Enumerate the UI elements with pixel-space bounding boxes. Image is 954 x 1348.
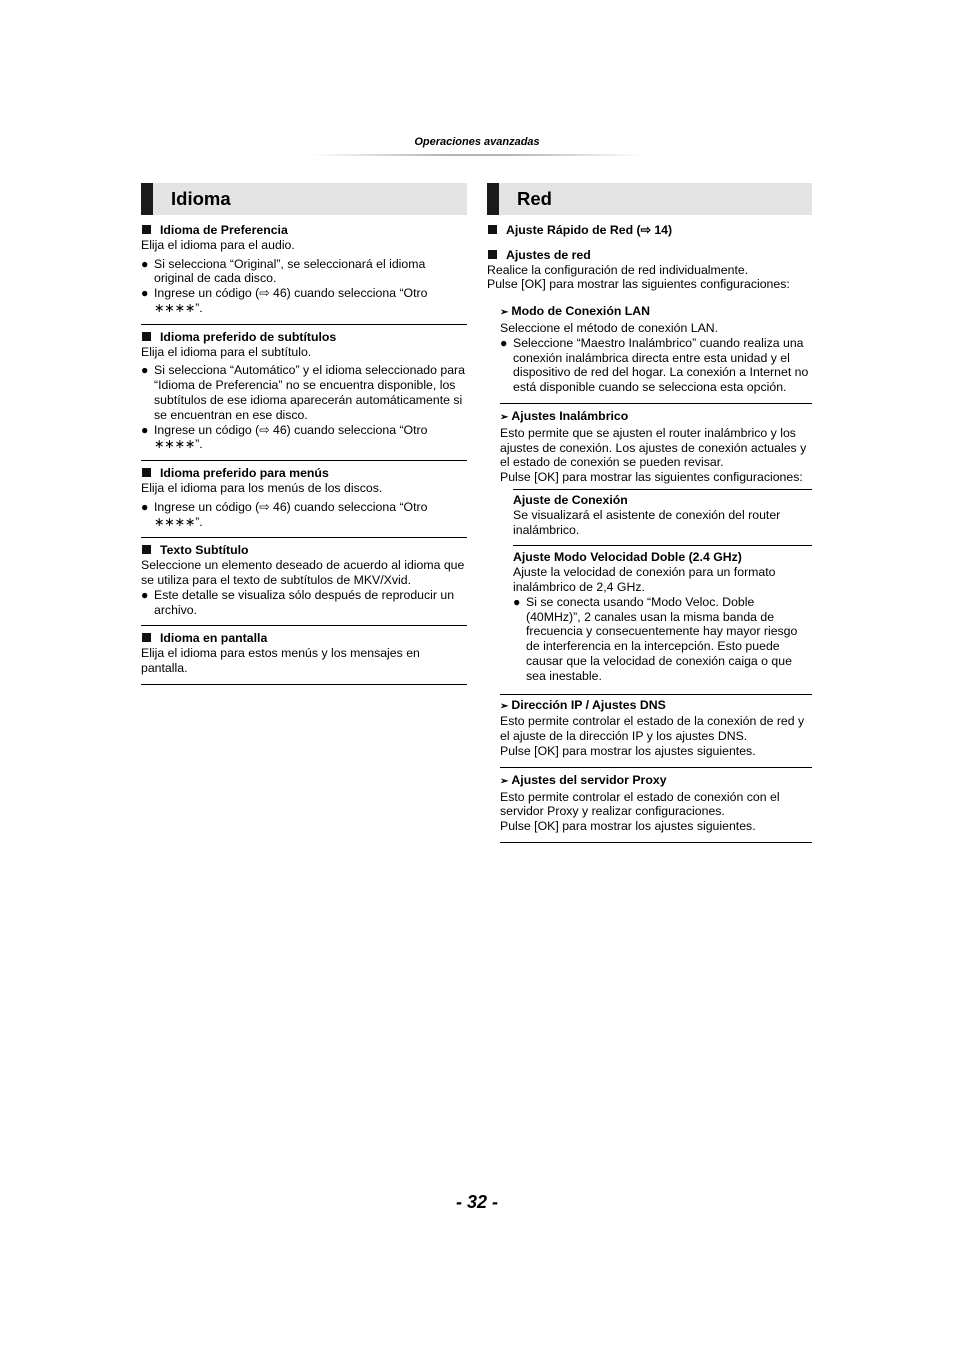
item-title: Ajuste Modo Velocidad Doble (2.4 GHz) [513, 550, 742, 565]
list-item: ● Ingrese un código (⇨ 46) cuando selecciona “Otro ∗∗∗∗”. [141, 422, 428, 452]
idioma-item-pantalla [141, 628, 467, 684]
square-bullet-icon [488, 225, 497, 234]
item-desc: Pulse [OK] para mostrar los ajustes siguientes. [500, 743, 756, 758]
page-number: - 32 - [455, 1192, 498, 1212]
square-bullet-icon [142, 225, 151, 234]
red-subitems [500, 300, 812, 843]
idioma-item-texto-subtitulo [141, 540, 467, 626]
item-desc: Seleccione el método de conexión LAN. [500, 320, 719, 335]
item-title: Dirección IP / Ajustes DNS [511, 697, 666, 712]
item-title: Modo de Conexión LAN [511, 304, 651, 319]
square-bullet-icon [488, 250, 497, 259]
item-desc: Seleccione un elemento deseado de acuerdo al idioma que se utiliza para el texto de subtítulos de MKV/Xvid. [141, 558, 465, 587]
bullet-dot-icon: ● [141, 363, 149, 378]
item-desc: Ajuste la velocidad de conexión para un formato inalámbrico de 2,4 GHz. [513, 565, 776, 594]
idioma-item-preferencia [141, 223, 467, 325]
bullet-dot-icon: ● [141, 422, 149, 437]
list-item: ● Si se conecta usando “Modo Veloc. Doble (40MHz)”, 2 canales usan la misma banda de frecuencia y consecuentemente hay mayor riesgo de interferencia en la intercepción. Esto puede causar que la velocidad de conexión caiga o que sea inestable. [513, 594, 798, 683]
heading-bar [487, 183, 499, 215]
bullet-dot-icon: ● [141, 499, 149, 514]
list-item: ● Si selecciona “Automático” y el idioma seleccionado para “Idioma de Preferencia” no se encuentra disponible, los subtítulos de ese idioma aparecerán automáticamente si se encuentran en ese disco. [141, 363, 465, 422]
item-title: Ajustes Inalámbrico [511, 408, 629, 423]
item-title: Idioma preferido para menús [160, 466, 329, 481]
bullet-dot-icon: ● [513, 594, 521, 609]
red-item-ip [500, 694, 812, 768]
arrow-right-icon: ➢ [500, 700, 509, 712]
bullet-dot-icon: ● [141, 256, 149, 271]
list-item: ● Seleccione “Maestro Inalámbrico” cuando realiza una conexión inalámbrica directa entre esta unidad y el dispositivo de red del hogar. La conexión a Internet no está disponible cuando se selecciona esta opción. [500, 335, 809, 395]
item-desc: Pulse [OK] para mostrar los ajustes siguientes. [500, 819, 756, 834]
item-title: Idioma de Preferencia [160, 223, 288, 237]
bullet-dot-icon: ● [500, 335, 508, 350]
item-desc: Esto permite controlar el estado de la conexión de red y el ajuste de la dirección IP y los ajustes DNS. [500, 714, 805, 744]
arrow-right-icon: ➢ [500, 307, 509, 319]
item-title: Idioma preferido de subtítulos [160, 329, 337, 344]
running-head: Operaciones avanzadas [414, 136, 540, 148]
red-item-quick [487, 223, 812, 242]
item-title: Ajuste de Conexión [513, 492, 628, 507]
item-desc: Elija el idioma para el subtítulo. [141, 344, 312, 359]
wireless-subitems [513, 489, 812, 692]
header-rule [310, 154, 644, 156]
red-item-ajustes [487, 248, 812, 296]
heading-bar [141, 183, 153, 215]
arrow-right-icon: ➢ [500, 411, 509, 423]
item-title: Texto Subtítulo [160, 543, 249, 558]
red-title: Red [517, 188, 552, 209]
item-title: Ajuste Rápido de Red (⇨ 14) [506, 223, 673, 237]
red-section-heading [487, 183, 812, 215]
item-desc: Se visualizará el asistente de conexión del router inalámbrico. [513, 507, 781, 537]
item-desc: Elija el idioma para el audio. [141, 237, 295, 252]
item-desc: Pulse [OK] para mostrar las siguientes configuraciones: [487, 277, 790, 292]
square-bullet-icon [142, 468, 151, 477]
item-desc: Esto permite controlar el estado de conexión con el servidor Proxy y realizar configuraciones. [500, 789, 780, 819]
item-desc: Realice la configuración de red individualmente. [487, 262, 749, 277]
item-desc: Pulse [OK] para mostrar las siguientes configuraciones: [500, 470, 803, 485]
item-title: Idioma en pantalla [160, 631, 268, 646]
item-desc: Elija el idioma para los menús de los discos. [141, 480, 383, 495]
list-item: ● Si selecciona “Original”, se seleccionará el idioma original de cada disco. [141, 256, 426, 286]
bullet-dot-icon: ● [141, 286, 149, 301]
red-item-connection [513, 489, 812, 546]
red-item-lan [500, 300, 812, 404]
item-title: Ajustes del servidor Proxy [511, 772, 667, 787]
list-item: ● Este detalle se visualiza sólo después de reproducir un archivo. [141, 587, 455, 617]
square-bullet-icon [142, 545, 151, 554]
red-item-wireless [500, 406, 812, 487]
bullet-dot-icon: ● [141, 587, 149, 602]
idioma-section-heading [141, 183, 467, 215]
red-column [487, 183, 812, 845]
square-bullet-icon [142, 332, 151, 341]
idioma-item-subtitulos [141, 327, 467, 461]
item-desc: Elija el idioma para estos menús y los mensajes en pantalla. [141, 646, 420, 675]
idioma-column [141, 183, 467, 687]
square-bullet-icon [142, 633, 151, 642]
red-item-double [513, 548, 812, 691]
arrow-right-icon: ➢ [500, 775, 509, 787]
list-item: ● Ingrese un código (⇨ 46) cuando selecciona “Otro ∗∗∗∗”. [141, 286, 428, 315]
item-desc: Esto permite que se ajusten el router inalámbrico y los ajustes de conexión. Los ajustes de conexión actuales y el estado de conexión se pueden revisar. [500, 425, 807, 470]
list-item: ● Ingrese un código (⇨ 46) cuando selecciona “Otro ∗∗∗∗”. [141, 499, 428, 529]
idioma-title: Idioma [171, 188, 231, 209]
idioma-item-menus [141, 463, 467, 538]
item-title: Ajustes de red [506, 247, 591, 262]
red-item-proxy [500, 770, 812, 843]
